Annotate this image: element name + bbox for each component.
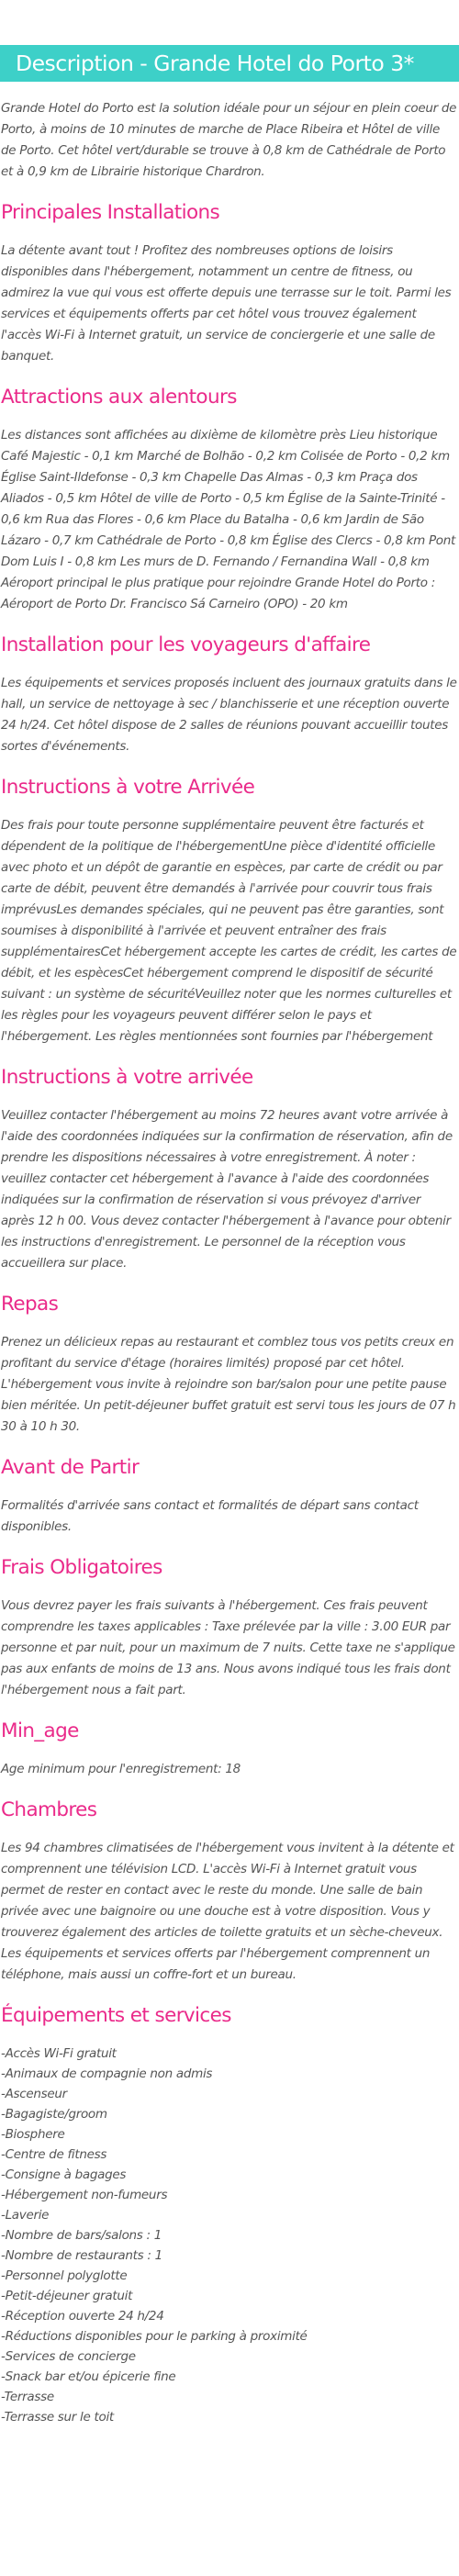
- amenity-item: -Réception ouverte 24 h/24: [1, 2309, 164, 2324]
- section-frais-obligatoires: [0, 1554, 459, 1701]
- amenity-item: -Centre de fitness: [1, 2147, 107, 2162]
- amenities-list: [0, 2044, 459, 2427]
- amenity-item: -Personnel polyglotte: [1, 2268, 128, 2283]
- page-title: Description - Grande Hotel do Porto 3*: [16, 50, 414, 76]
- section-repas: [0, 1291, 459, 1438]
- amenity-item: -Accès Wi-Fi gratuit: [1, 2046, 117, 2061]
- section-principales-installations: [0, 199, 459, 367]
- amenity-item: -Réductions disponibles pour le parking à proximité: [1, 2329, 308, 2344]
- section-heading: Frais Obligatoires: [1, 1556, 162, 1579]
- amenity-item: -Animaux de compagnie non admis: [1, 2066, 213, 2081]
- intro-paragraph: Grande Hotel do Porto est la solution idéale pour un séjour en plein coeur de Porto, à moins de 10 minutes de marche de Place Ribeira et Hôtel de ville de Porto. Cet hôtel vert/durable se trouve à 0,8 km de Cathédrale de Porto et à 0,9 km de Librairie historique Chardron.: [1, 101, 457, 179]
- amenity-item: -Consigne à bagages: [1, 2167, 127, 2182]
- title-bar: [0, 45, 459, 82]
- section-text: Age minimum pour l'enregistrement: 18: [1, 1762, 241, 1776]
- section-heading: Principales Installations: [1, 201, 220, 224]
- amenity-item: -Laverie: [1, 2208, 50, 2223]
- section-heading: Équipements et services: [1, 2004, 231, 2027]
- amenity-item: -Terrasse: [1, 2390, 54, 2404]
- amenity-item: -Services de concierge: [1, 2349, 136, 2364]
- amenity-item: -Nombre de restaurants : 1: [1, 2248, 162, 2263]
- section-instructions-arrivee-2: [0, 1064, 459, 1274]
- amenity-item: -Biosphere: [1, 2127, 65, 2142]
- section-avant-de-partir: [0, 1454, 459, 1538]
- section-text: Veuillez contacter l'hébergement au moins 72 heures avant votre arrivée à l'aide des coordonnées indiquées sur la confirmation de réservation, afin de prendre les dispositions nécessaires à votre enregistrement. À noter : veuillez contacter cet hébergement à l'avance à l'aide des coordonnées indiquées sur la confirmation de réservation si vous prévoyez d'arriver après 12 h 00. Vous devez contacter l'hébergement à l'avance pour obtenir les instructions d'enregistrement. Le personnel de la réception vous accueillera sur place.: [1, 1108, 453, 1271]
- amenity-item: -Bagagiste/groom: [1, 2107, 107, 2122]
- section-text: Formalités d'arrivée sans contact et formalités de départ sans contact disponibles.: [1, 1498, 419, 1534]
- section-text: La détente avant tout ! Profitez des nombreuses options de loisirs disponibles dans l'hébergement, notamment un centre de fitness, ou admirez la vue qui vous est offerte depuis une terrasse sur le toit. Parmi les services et équipements offerts par cet hôtel vous trouvez également l'accès Wi-Fi à Internet gratuit, un service de conciergerie et une salle de banquet.: [1, 243, 452, 364]
- section-heading: Instructions à votre arrivée: [1, 1066, 253, 1089]
- amenity-item: -Snack bar et/ou épicerie fine: [1, 2369, 176, 2384]
- section-heading: Installation pour les voyageurs d'affaire: [1, 633, 371, 656]
- section-text: Vous devrez payer les frais suivants à l'hébergement. Ces frais peuvent comprendre les taxes applicables : Taxe prélevée par la ville : 3.00 EUR par personne et par nuit, pour un maximum de 7 nuits. Cette taxe ne s'applique pas aux enfants de moins de 13 ans. Nous avons indiqué tous les frais dont l'hébergement nous a fait part.: [1, 1598, 455, 1697]
- amenity-item: -Petit-déjeuner gratuit: [1, 2289, 133, 2303]
- section-attractions: [0, 384, 459, 615]
- section-chambres: [0, 1797, 459, 1986]
- section-equipements: [0, 2002, 459, 2427]
- section-heading: Repas: [1, 1293, 59, 1316]
- section-min-age: [0, 1718, 459, 1780]
- section-heading: Avant de Partir: [1, 1456, 140, 1479]
- section-text: Les 94 chambres climatisées de l'hébergement vous invitent à la détente et comprennent une télévision LCD. L'accès Wi-Fi à Internet gratuit vous permet de rester en contact avec le reste du monde. Une salle de bain privée avec une baignoire ou une douche est à votre disposition. Vous y trouverez également des articles de toilette gratuits et un sèche-cheveux. Les équipements et services offerts par l'hébergement comprennent un téléphone, mais aussi un coffre-fort et un bureau.: [1, 1841, 454, 1982]
- amenity-item: -Nombre de bars/salons : 1: [1, 2228, 162, 2243]
- amenity-item: -Ascenseur: [1, 2087, 67, 2101]
- section-text: Prenez un délicieux repas au restaurant et comblez tous vos petits creux en profitant du service d'étage (horaires limités) proposé par cet hôtel. L'hébergement vous invite à rejoindre son bar/salon pour une petite pause bien méritée. Un petit-déjeuner buffet gratuit est servi tous les jours de 07 h 30 à 10 h 30.: [1, 1335, 456, 1434]
- section-text: Les équipements et services proposés incluent des journaux gratuits dans le hall, un service de nettoyage à sec / blanchisserie et une réception ouverte 24 h/24. Cet hôtel dispose de 2 salles de réunions pouvant accueillir toutes sortes d'événements.: [1, 676, 457, 754]
- amenity-item: -Terrasse sur le toit: [1, 2410, 114, 2425]
- section-heading: Instructions à votre Arrivée: [1, 776, 255, 799]
- section-heading: Min_age: [1, 1719, 79, 1742]
- section-heading: Attractions aux alentours: [1, 386, 237, 409]
- section-voyageurs-affaire: [0, 632, 459, 757]
- section-text: Des frais pour toute personne supplémentaire peuvent être facturés et dépendent de la politique de l'hébergementUne pièce d'identité officielle avec photo et un dépôt de garantie en espèces, par carte de crédit ou par carte de débit, peuvent être demandés à l'arrivée pour couvrir tous frais imprévusLes demandes spéciales, qui ne peuvent pas être garanties, sont soumises à disponibilité à l'arrivée et peuvent entraîner des frais supplémentairesCet hébergement accepte les cartes de crédit, les cartes de débit, et les espècesCet hébergement comprend le dispositif de sécurité suivant : un système de sécuritéVeuillez noter que les normes culturelles et les règles pour les voyageurs peuvent différer selon le pays et l'hébergement. Les règles mentionnées sont fournies par l'hébergement: [1, 818, 457, 1044]
- section-heading: Chambres: [1, 1798, 97, 1821]
- section-text: Les distances sont affichées au dixième de kilomètre près Lieu historique Café Majestic - 0,1 km Marché de Bolhão - 0,2 km Colisée de Porto - 0,2 km Église Saint-Ildefonse - 0,3 km Chapelle Das Almas - 0,3 km Praça dos Aliados - 0,5 km Hôtel de ville de Porto - 0,5 km Église de la Sainte-Trinité - 0,6 km Rua das Flores - 0,6 km Place du Batalha - 0,6 km Jardin de São Lázaro - 0,7 km Cathédrale de Porto - 0,8 km Église des Clercs - 0,8 km Pont Dom Luis I - 0,8 km Les murs de D. Fernando / Fernandina Wall - 0,8 km Aéroport principal le plus pratique pour rejoindre Grande Hotel do Porto : Aéroport de Porto Dr. Francisco Sá Carneiro (OPO) - 20 km: [1, 428, 456, 611]
- amenity-item: -Hébergement non-fumeurs: [1, 2188, 168, 2202]
- section-instructions-arrivee-1: [0, 774, 459, 1047]
